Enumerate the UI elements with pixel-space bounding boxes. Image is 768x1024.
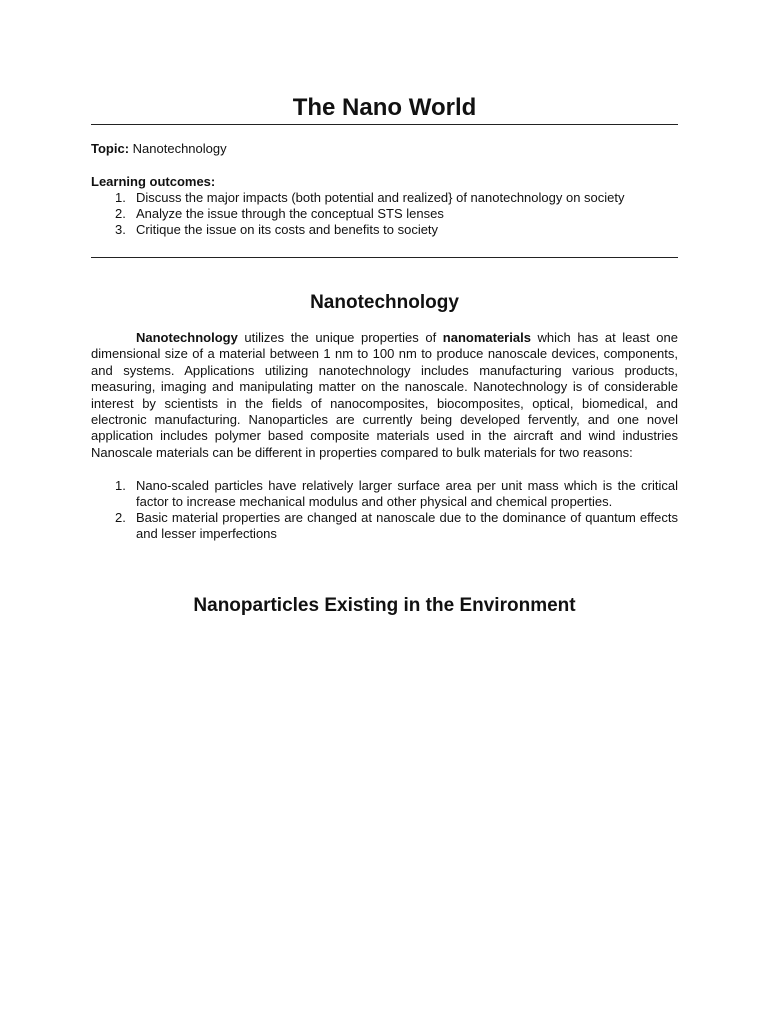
- topic-label: Topic:: [91, 141, 130, 156]
- list-number: 1.: [115, 478, 126, 493]
- list-number: 1.: [115, 190, 126, 205]
- paragraph-text: which has at least one dimensional size of a material between 1 nm to 100 nm to produce nanoscale devices, components, and systems. Applications utilizing nanotechnology includes manufacturing various products, measuring, imaging and manipulating matter on the nanoscale. Nanotechnology is of considerable interest by scientists in the fields of nanocomposites, biocomposites, optical, biomedical, and electronic manufacturing. Nanoparticles are currently being developed fervently, and one novel application includes polymer based composite materials used in the aircraft and wind industries Nanoscale materials can be different in properties compared to bulk materials for two reasons:: [91, 330, 678, 460]
- nanotechnology-paragraph: [91, 330, 678, 461]
- topic-value: Nanotechnology: [132, 141, 227, 156]
- document-title: The Nano World: [292, 94, 477, 121]
- list-item: [91, 206, 678, 222]
- reasons-list: [91, 478, 678, 542]
- list-item: [91, 222, 678, 238]
- list-item: [91, 510, 678, 542]
- section-heading-environment: Nanoparticles Existing in the Environment: [193, 595, 576, 616]
- title-divider: [91, 124, 678, 125]
- term-nanomaterials: nanomaterials: [442, 330, 531, 345]
- list-text: Basic material properties are changed at nanoscale due to the dominance of quantum effects and lesser imperfections: [136, 510, 678, 541]
- section-divider: [91, 257, 678, 258]
- reasons-list-wrapper: [91, 478, 678, 542]
- list-item: [91, 478, 678, 510]
- paragraph-text: utilizes the unique properties of: [237, 330, 443, 345]
- learning-outcomes-list: [91, 190, 678, 238]
- learning-outcomes: [91, 174, 678, 238]
- list-text: Critique the issue on its costs and benefits to society: [136, 222, 439, 237]
- term-nanotechnology: Nanotechnology: [136, 330, 238, 345]
- section-heading-nanotechnology: Nanotechnology: [310, 292, 459, 313]
- list-text: Nano-scaled particles have relatively larger surface area per unit mass which is the critical factor to increase mechanical modulus and other physical and chemical properties.: [136, 478, 678, 509]
- list-number: 2.: [115, 206, 126, 221]
- learning-outcomes-label: Learning outcomes:: [91, 174, 216, 189]
- list-text: Analyze the issue through the conceptual STS lenses: [136, 206, 444, 221]
- list-item: [91, 190, 678, 206]
- list-number: 2.: [115, 510, 126, 525]
- topic-line: [91, 141, 227, 157]
- list-text: Discuss the major impacts (both potential and realized} of nanotechnology on society: [136, 190, 625, 205]
- list-number: 3.: [115, 222, 126, 237]
